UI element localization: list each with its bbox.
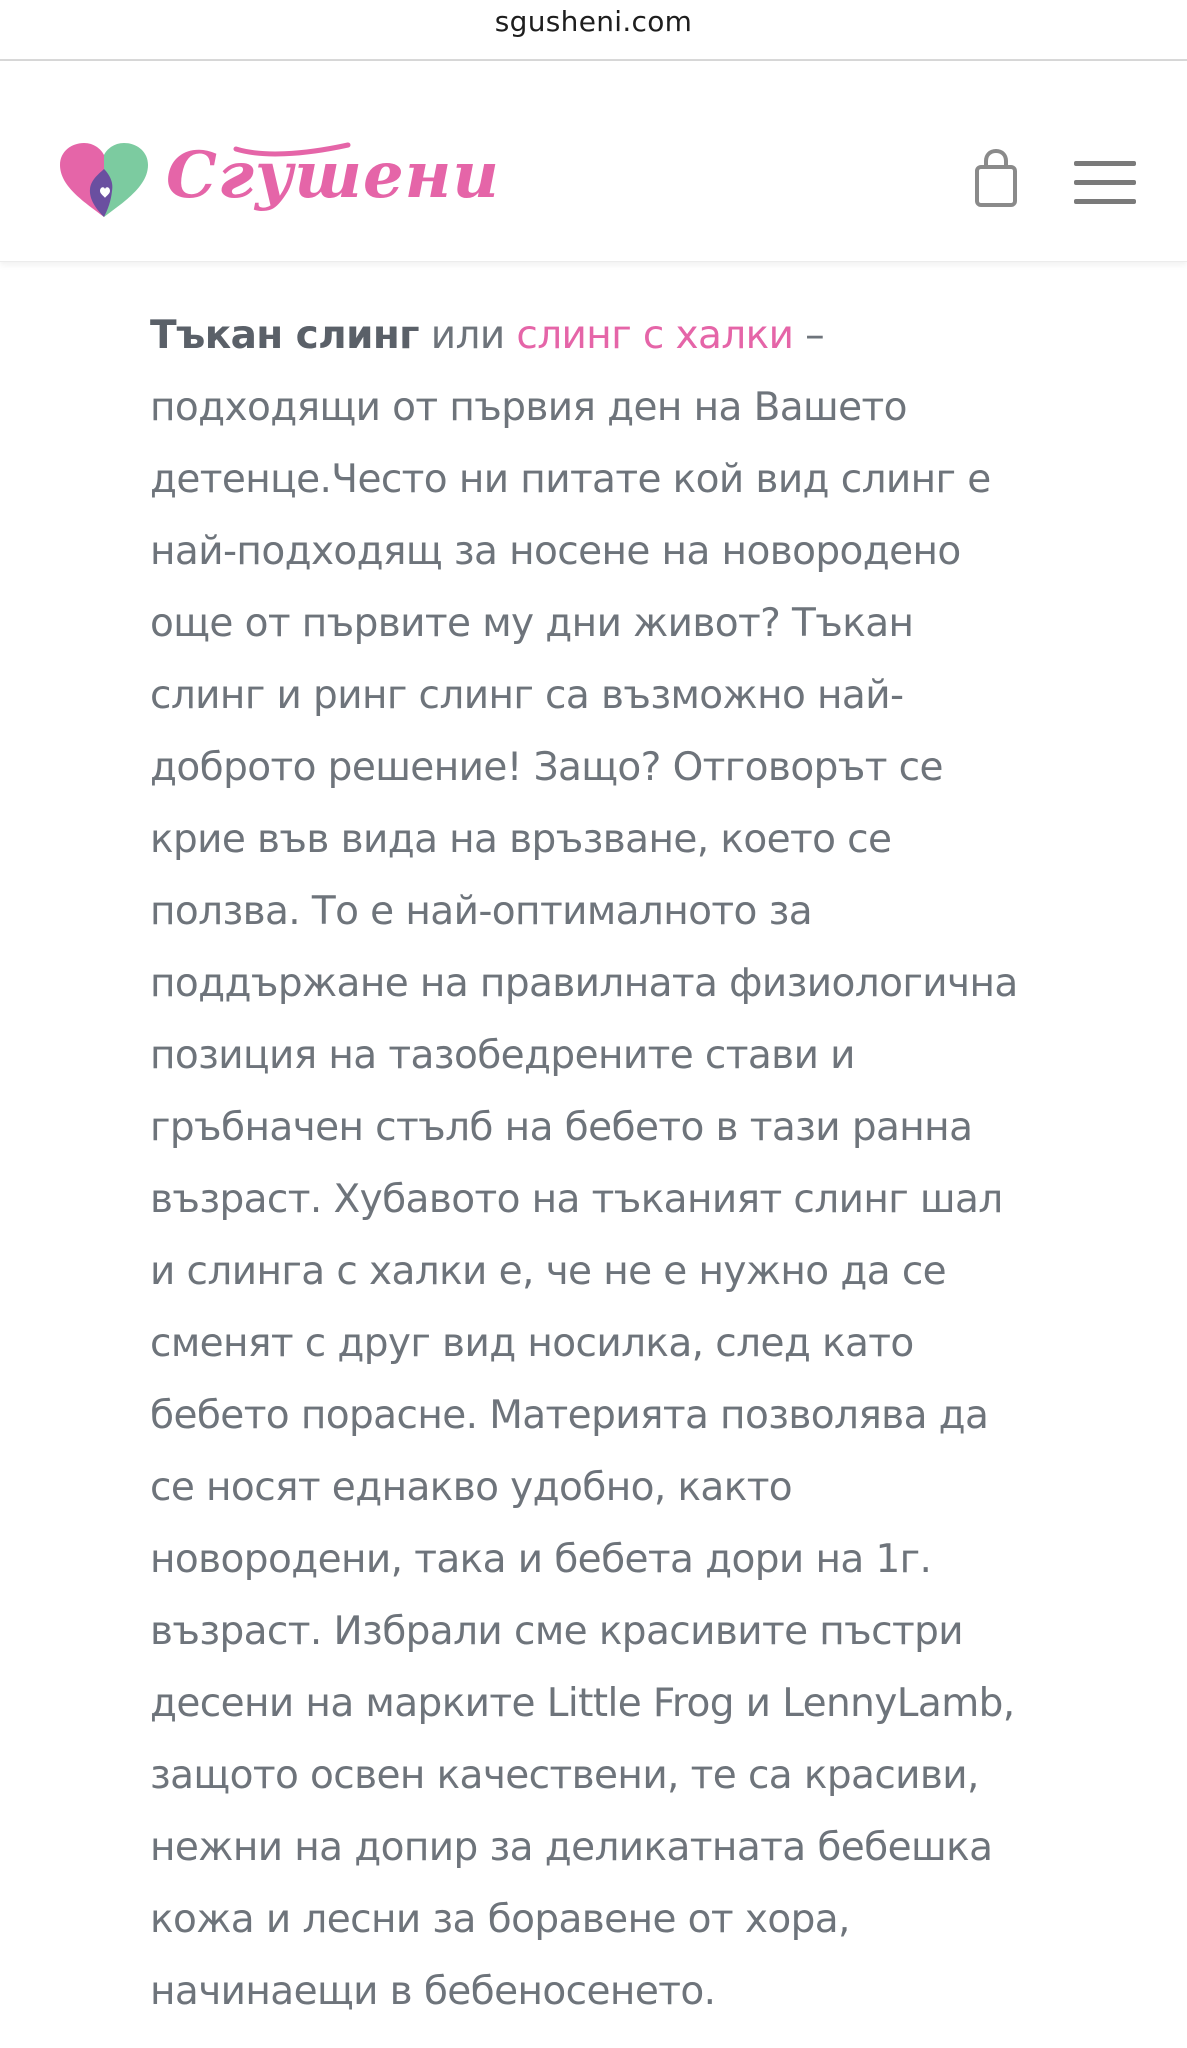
article-line: начинаещи в бебеносенето.: [150, 1969, 716, 2014]
article-line: бебето порасне. Материята позволява да: [150, 1393, 989, 1438]
ring-sling-link[interactable]: слинг с халки: [516, 313, 794, 358]
article-line: слинг и ринг слинг са възможно най-: [150, 673, 904, 718]
heart-logo-icon: [56, 141, 152, 221]
article-line: новородени, така и бебета дори на 1г.: [150, 1537, 932, 1582]
article-body: [150, 300, 1050, 2028]
article-line: се носят еднакво удобно, както: [150, 1465, 793, 1510]
article-line: сменят с друг вид носилка, след като: [150, 1321, 914, 1366]
article-lead-line: [150, 300, 1050, 372]
article-line: десени на марките Little Frog и LennyLamb,: [150, 1681, 1015, 1726]
article-line: кожа и лесни за боравене от хора,: [150, 1897, 850, 1942]
url-text[interactable]: sgusheni.com: [494, 5, 693, 38]
article-line: още от първите му дни живот? Тъкан: [150, 601, 914, 646]
article-line: възраст. Хубавото на тъканият слинг шал: [150, 1177, 1003, 1222]
logo-swash-decoration: [232, 139, 352, 159]
article-line: възраст. Избрали сме красивите пъстри: [150, 1609, 963, 1654]
article-line: подходящи от първия ден на Вашето: [150, 385, 907, 430]
article-line: гръбначен стълб на бебето в тази ранна: [150, 1105, 973, 1150]
article-line: крие във вида на връзване, което се: [150, 817, 892, 862]
article-line: поддържане на правилната физиологична: [150, 961, 1018, 1006]
lead-mid-text: или: [418, 313, 517, 358]
article-line: доброто решение! Защо? Отговорът се: [150, 745, 943, 790]
browser-address-bar[interactable]: [0, 0, 1187, 61]
menu-bar: [1074, 161, 1136, 166]
hamburger-menu-icon[interactable]: [1074, 161, 1138, 205]
article-line: ползва. То е най-оптималното за: [150, 889, 813, 934]
article-line: най-подходящ за носене на новородено: [150, 529, 961, 574]
article-line: позиция на тазобедрените стави и: [150, 1033, 855, 1078]
lead-bold-text: Тъкан слинг: [150, 313, 419, 358]
lead-tail-text: –: [793, 313, 825, 358]
article-line: детенце.Често ни питате кой вид слинг е: [150, 457, 991, 502]
shopping-bag-icon[interactable]: [972, 149, 1020, 207]
site-header: [0, 61, 1187, 262]
menu-bar: [1074, 199, 1136, 204]
menu-bar: [1074, 180, 1136, 185]
article-line: нежни на допир за деликатната бебешка: [150, 1825, 993, 1870]
article-line: и слинга с халки е, че не е нужно да се: [150, 1249, 947, 1294]
article-line: защото освен качествени, те са красиви,: [150, 1753, 979, 1798]
logo-wordmark: Сгушени: [166, 137, 500, 213]
